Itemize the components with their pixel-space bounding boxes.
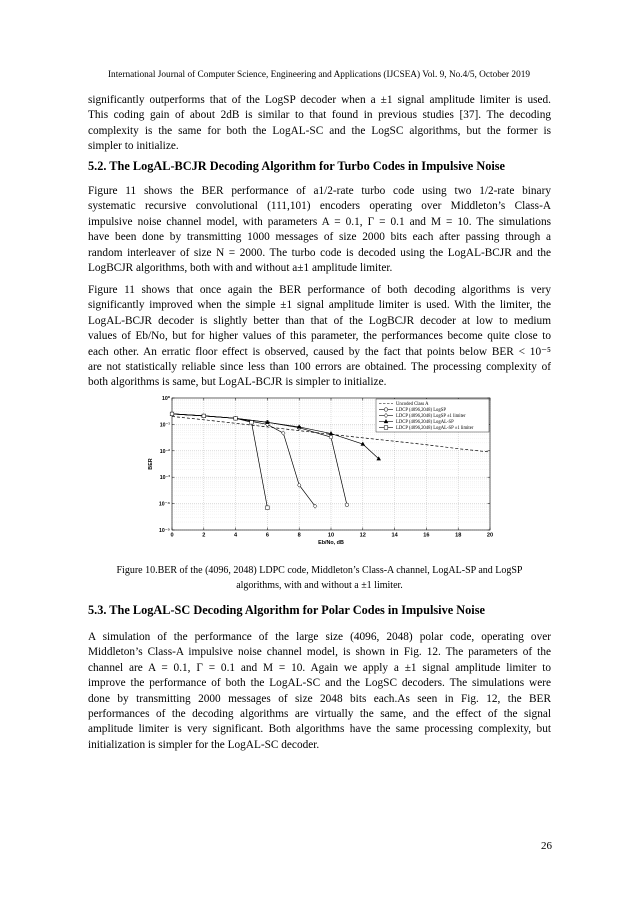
y-axis-label: BER (148, 458, 154, 470)
paragraph-line: systematic recursive convolutional (111,101) encoders operating over Middleton’s Class-A (88, 200, 551, 213)
running-header: International Journal of Computer Science, Engineering and Applications (IJCSEA) Vol. 9, No.4/5, October 2019 (107, 70, 531, 80)
section-5-2-paragraph-1 (88, 184, 551, 276)
paragraph-line: Figure 11 shows the BER performance of a1/2-rate turbo code using two 1/2-rate binary (88, 185, 551, 197)
paragraph-line: A simulation of the performance of the large size (4096, 2048) polar code, operating over (88, 631, 551, 643)
paragraph-line: are not statistically reliable since less than 100 errors are obtained. The processing complexity of (88, 361, 551, 374)
y-tick-label: 10⁰ (161, 396, 170, 402)
paragraph-line: This coding gain of about 2dB is similar to that found in previous studies [37]. The decoding (88, 109, 551, 122)
paragraph-line: Middleton’s Class-A impulsive noise channel model, is shown in Fig. 12. The parameters of the (88, 646, 551, 659)
paragraph-line: values of Eb/No, but for higher values of this parameter, the performances become quite close to (88, 330, 551, 343)
paragraph-line: complexity is the same for both the LogAL-SC and the LogSC algorithms, but the former is (88, 124, 551, 137)
paragraph-line: initialization is simpler for the LogAL-SC decoder. (88, 738, 320, 751)
legend-label: LDCP (4096,2048) LogAL-SP ±1 limiter (396, 426, 474, 432)
paragraph-line: have been done by transmitting 1000 messages of size 2000 bits each after passing through a (88, 231, 551, 244)
paragraph-line: channel are A = 0.1, Γ = 0.1 and M = 10. Again we apply a ±1 signal amplitude limiter to (88, 661, 551, 674)
section-heading-5-3: 5.3. The LogAL-SC Decoding Algorithm for Polar Codes in Impulsive Noise (88, 603, 485, 617)
y-tick-label: 10⁻⁵ (159, 528, 170, 534)
x-tick-label: 0 (170, 532, 174, 539)
x-tick-label: 8 (297, 532, 301, 539)
figure-caption (88, 563, 551, 593)
paragraph-line: significantly improved when the simple ±1 signal amplitude limiter is used. With the limiter, the (88, 299, 551, 312)
data-point (384, 426, 388, 430)
paragraph-line: significantly outperforms that of the LogSP decoder when a ±1 signal amplitude limiter is used. (88, 94, 551, 106)
paragraph-line: done by transmitting 2000 messages of size 2048 bits each.As seen in Fig. 12, the BER (88, 692, 551, 705)
section-5-2-paragraph-2 (88, 283, 551, 391)
y-tick-label: 10⁻⁴ (158, 501, 170, 508)
data-point (345, 503, 349, 507)
x-tick-label: 2 (202, 532, 206, 539)
x-tick-label: 4 (234, 532, 238, 539)
data-point (384, 408, 388, 412)
y-tick-label: 10⁻³ (159, 475, 170, 482)
paragraph-line: LogBCJR algorithms, both with and without a±1 amplitude limiter. (88, 262, 393, 275)
x-tick-label: 10 (327, 532, 335, 539)
x-tick-label: 16 (423, 532, 430, 539)
data-point (202, 414, 206, 418)
paragraph-line: performances of the decoding algorithms are virtually the same, and the effect of the signal (88, 708, 551, 721)
paragraph-line: amplitude limiter is very significant. Both algorithms have the same processing complexity, but (88, 723, 551, 736)
data-point (250, 421, 254, 425)
y-tick-label: 10⁻¹ (159, 422, 170, 429)
legend-label: LDCP (4096,2048) LogSP ±1 limiter (396, 414, 466, 420)
data-point (329, 435, 333, 439)
data-point (266, 506, 270, 510)
caption-line: algorithms, with and without a ±1 limiter. (236, 580, 403, 591)
y-tick-label: 10⁻² (159, 448, 170, 455)
paragraph-line: random interleaver of size N = 2000. The turbo code is decoded using the LogAL-BCJR and the (88, 246, 551, 259)
paragraph-line: improve the performance of both the LogAL-SC and the LogSC decoders. The simulations were (88, 677, 551, 690)
legend-label: LDCP (4096,2048) LogSP (396, 408, 446, 414)
paragraph-line: impulsive noise channel model, with parameters A = 0.1, Γ = 0.1 and M = 10. The simulations (88, 215, 551, 228)
paragraph-line: LogAL-BCJR decoder is slightly better than that of the LogBCJR decoder at low to medium (88, 314, 551, 327)
paragraph-line: simpler to initialize. (88, 140, 179, 153)
x-tick-label: 6 (265, 532, 269, 539)
x-tick-label: 12 (359, 532, 366, 539)
x-tick-label: 20 (486, 532, 494, 539)
paragraph-line: both algorithms is same, but LogAL-BCJR is simpler to initialize. (88, 376, 387, 389)
page-number: 26 (541, 840, 552, 852)
section-heading-5-2: 5.2. The LogAL-BCJR Decoding Algorithm for Turbo Codes in Impulsive Noise (88, 159, 506, 173)
legend-label: Uncoded Class A (396, 402, 429, 408)
intro-paragraph (88, 93, 551, 155)
caption-line: Figure 10.BER of the (4096, 2048) LDPC code, Middleton’s Class-A channel, LogAL-SP and LogSP (116, 565, 523, 576)
x-axis-label: Eb/No, dB (318, 540, 344, 546)
ber-chart (140, 392, 510, 557)
paragraph-line: Figure 11 shows that once again the BER performance of both decoding algorithms is very (88, 284, 551, 296)
x-tick-label: 18 (455, 532, 462, 539)
data-point (234, 417, 238, 421)
legend (376, 399, 489, 432)
legend-label: LDCP (4096,2048) LogAL-SP (396, 420, 454, 426)
x-tick-label: 14 (391, 532, 398, 539)
data-point (170, 412, 174, 416)
section-5-3-paragraph-1 (88, 630, 551, 753)
paragraph-line: each other. An erratic floor effect is observed, caused by the fact that points below BER < 10⁻⁵ (88, 345, 551, 358)
